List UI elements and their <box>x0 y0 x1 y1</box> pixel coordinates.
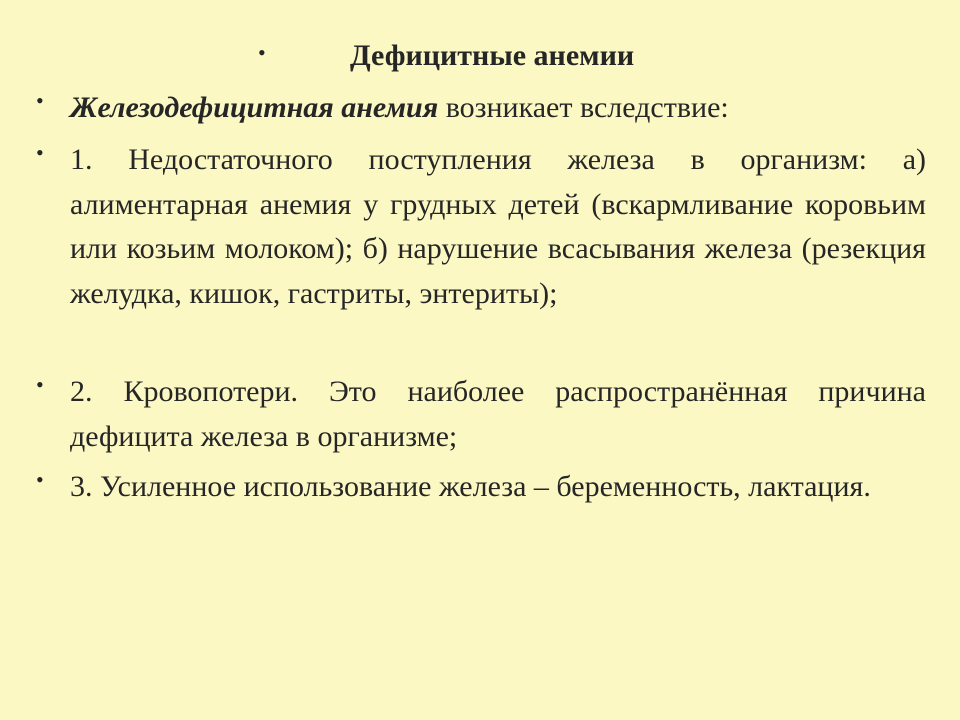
title-bullet: • <box>258 40 266 65</box>
bullet-4: • <box>36 467 44 492</box>
item-1-text: возникает вследствие: <box>438 91 729 124</box>
bullet-2: • <box>36 140 44 165</box>
item-1-bold-lead: Железодефицитная анемия <box>70 91 439 124</box>
bullet-1: • <box>36 88 44 113</box>
list-item-2: 1. Недостаточного поступления железа в организм: а) алиментарная анемия у грудных детей (вскармливание коровьим или козьим молоком); б) нарушение всасывания железа (резекция желудка, кишок, гастриты, энтериты); <box>70 143 926 310</box>
bullet-3: • <box>36 372 44 397</box>
list-item-3: 2. Кровопотери. Это наиболее распространённая причина дефицита железа в организме; <box>70 375 926 453</box>
slide-title: Дефицитные анемии <box>350 39 635 72</box>
list-item-1 <box>70 86 926 131</box>
list-item-4: 3. Усиленное использование железа – беременность, лактация. <box>70 470 871 503</box>
